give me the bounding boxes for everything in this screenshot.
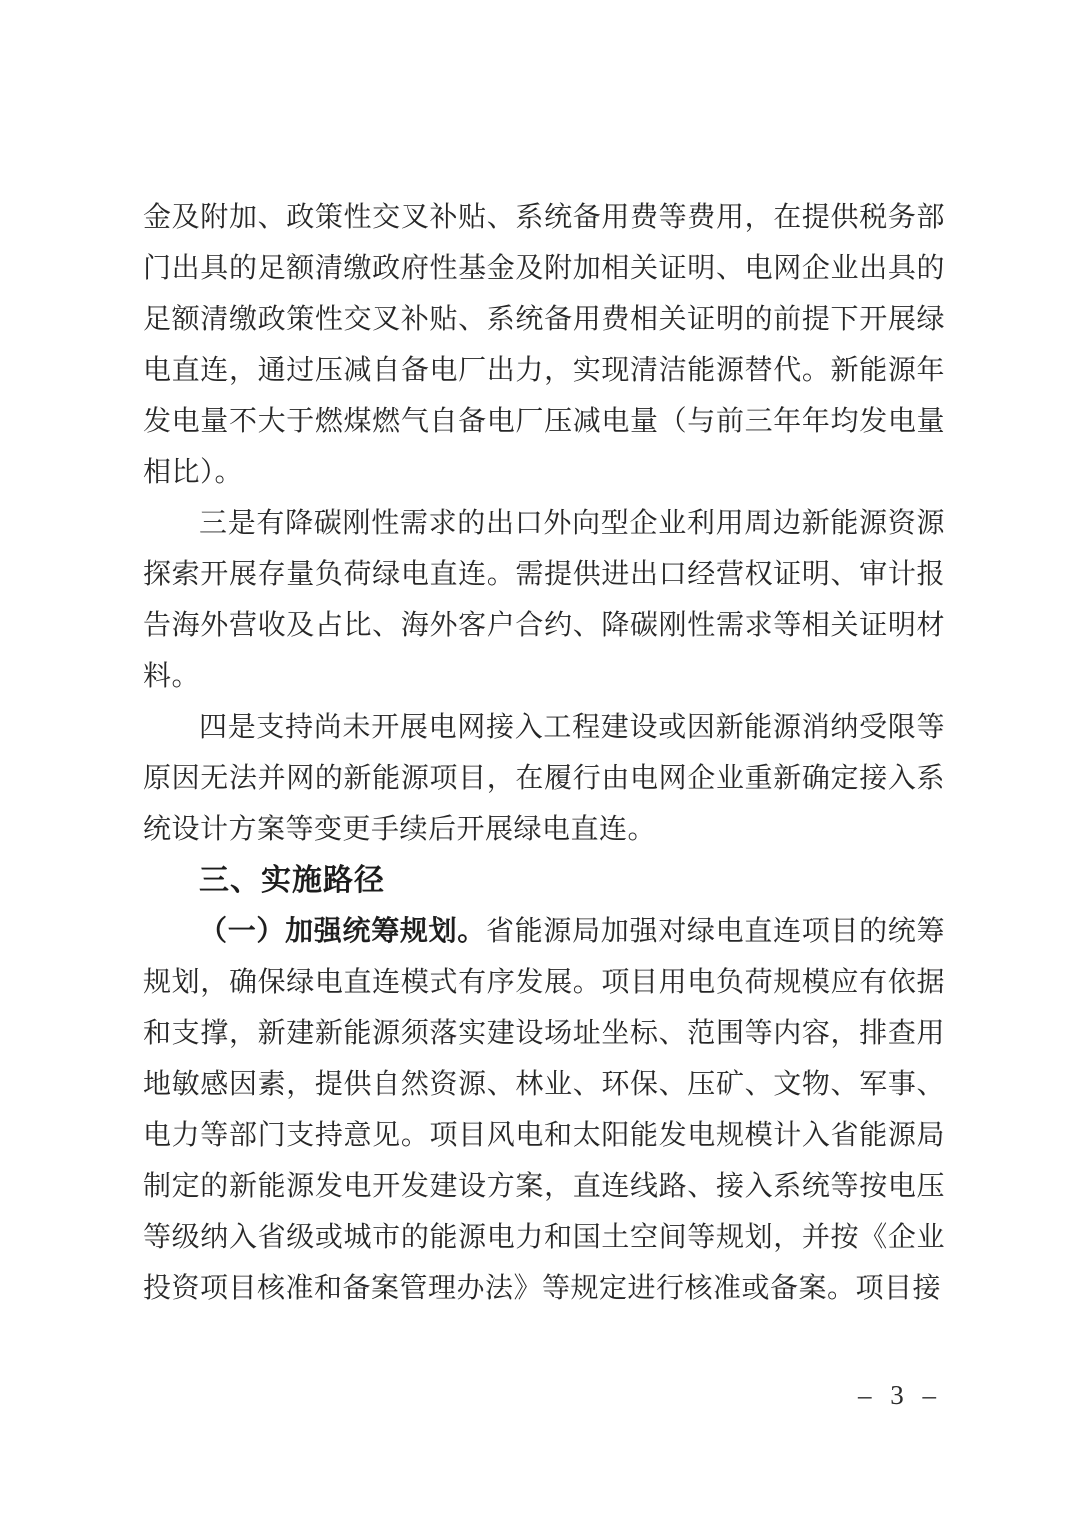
page-number: – 3 – — [858, 1380, 942, 1410]
paragraph-continuation: 金及附加、政策性交叉补贴、系统备用费等费用，在提供税务部门出具的足额清缴政府性基金及附加相关证明、电网企业出具的足额清缴政策性交叉补贴、系统备用费相关证明的前提下开展绿电直连，通过压减自备电厂出力，实现清洁能源替代。新能源年发电量不大于燃煤燃气自备电厂压减电量（与前三年年均发电量相比）。 — [143, 202, 945, 488]
paragraph-item-four: 四是支持尚未开展电网接入工程建设或因新能源消纳受限等原因无法并网的新能源项目，在履行由电网企业重新确定接入系统设计方案等变更手续后开展绿电直连。 — [143, 712, 945, 845]
paragraph-item-three: 三是有降碳刚性需求的出口外向型企业利用周边新能源资源探索开展存量负荷绿电直连。需提供进出口经营权证明、审计报告海外营收及占比、海外客户合约、降碳刚性需求等相关证明材料。 — [143, 508, 945, 692]
sub-item-one-lead: （一）加强统筹规划。 — [199, 916, 486, 947]
page-content — [143, 192, 945, 1314]
paragraph-sub-item-one — [143, 906, 945, 1314]
section-heading-implementation-path: 三、实施路径 — [199, 864, 385, 897]
sub-item-one-text: 省能源局加强对绿电直连项目的统筹规划，确保绿电直连模式有序发展。项目用电负荷规模应有依据和支撑，新建新能源须落实建设场址坐标、范围等内容，排查用地敏感因素，提供自然资源、林业、环保、压矿、文物、军事、电力等部门支持意见。项目风电和太阳能发电规模计入省能源局制定的新能源发电开发建设方案，直连线路、接入系统等按电压等级纳入省级或城市的能源电力和国土空间等规划，并按《企业投资项目核准和备案管理办法》等规定进行核准或备案。项目接 — [143, 916, 945, 1304]
